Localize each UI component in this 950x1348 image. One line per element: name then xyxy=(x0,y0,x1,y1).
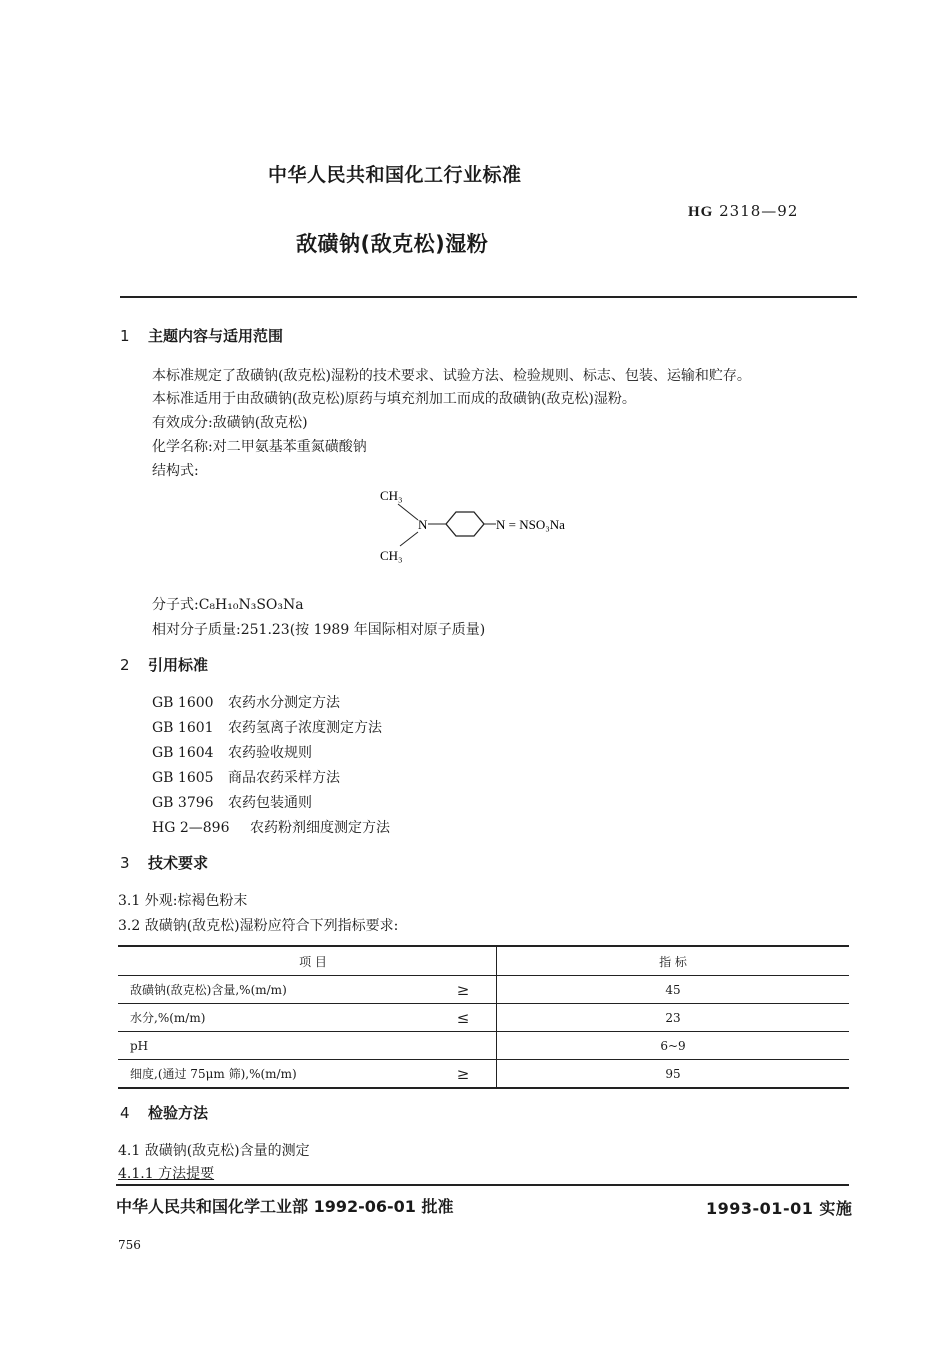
reference-code: HG 2—896 xyxy=(152,820,230,836)
structure-label: 结构式: xyxy=(152,463,199,479)
reference-code: GB 3796 xyxy=(152,795,214,811)
clause-4-1-1: 4.1.1 方法提要 xyxy=(118,1166,215,1182)
structural-formula xyxy=(372,484,632,564)
section-3-number: 3 xyxy=(120,854,130,872)
table-header-row xyxy=(118,946,849,976)
bond-bottom xyxy=(400,532,418,546)
methyl-top: CH₃ xyxy=(380,488,403,503)
bond-top xyxy=(398,504,418,520)
section-4-heading xyxy=(120,1102,208,1123)
section-3-title: 技术要求 xyxy=(148,854,209,872)
section-1-paragraph-applicability: 本标准适用于由敌磺钠(敌克松)原药与填充剂加工而成的敌磺钠(敌克松)湿粉。 xyxy=(152,391,636,407)
table-cell-operator xyxy=(430,1032,497,1060)
table-cell-item: pH xyxy=(118,1032,430,1060)
chemical-name: 化学名称:对二甲氨基苯重氮磺酸钠 xyxy=(152,439,367,455)
standard-category: 中华人民共和国化工行业标准 xyxy=(268,164,522,186)
table-cell-value: 95 xyxy=(497,1060,850,1089)
table-header-item: 项 目 xyxy=(118,946,497,976)
table-cell-value: 45 xyxy=(497,976,850,1004)
section-1-heading xyxy=(120,325,283,346)
table-cell-value: 23 xyxy=(497,1004,850,1032)
section-1-number: 1 xyxy=(120,327,130,345)
reference-item xyxy=(152,692,340,712)
effective-date: 1993-01-01 实施 xyxy=(706,1199,853,1218)
section-2-number: 2 xyxy=(120,656,130,674)
molecular-mass: 相对分子质量:251.23(按 1989 年国际相对原子质量) xyxy=(152,622,486,638)
table-cell-value: 6~9 xyxy=(497,1032,850,1060)
reference-name: 农药包装通则 xyxy=(228,795,312,811)
clause-4-1: 4.1 敌磺钠(敌克松)含量的测定 xyxy=(118,1143,310,1159)
table-header-value: 指 标 xyxy=(497,946,850,976)
section-2-title: 引用标准 xyxy=(148,656,209,674)
reference-item xyxy=(152,717,382,737)
standard-code-prefix: HG xyxy=(688,204,714,220)
table-cell-operator: ≥ xyxy=(430,1060,497,1089)
reference-item xyxy=(152,767,340,787)
reference-item xyxy=(152,817,390,837)
footer-rule xyxy=(116,1184,849,1186)
methyl-bottom: CH₃ xyxy=(380,548,403,563)
section-1-paragraph-scope: 本标准规定了敌磺钠(敌克松)湿粉的技术要求、试验方法、检验规则、标志、包装、运输和贮存。 xyxy=(152,368,751,384)
specification-table xyxy=(118,945,849,1089)
reference-name: 农药粉剂细度测定方法 xyxy=(250,820,390,836)
amine-nitrogen: N xyxy=(418,517,428,532)
standard-code-number: 2318—92 xyxy=(719,202,799,220)
reference-name: 农药水分测定方法 xyxy=(228,695,340,711)
table-cell-item: 细度,(通过 75μm 筛),%(m/m) xyxy=(118,1060,430,1089)
azo-sulfonate-group: N = NSO₃Na xyxy=(496,517,565,532)
table-cell-item: 敌磺钠(敌克松)含量,%(m/m) xyxy=(118,976,430,1004)
molecular-formula: 分子式:C₈H₁₀N₃SO₃Na xyxy=(152,597,304,613)
reference-name: 农药验收规则 xyxy=(228,745,312,761)
section-4-number: 4 xyxy=(120,1104,130,1122)
standard-code xyxy=(688,202,798,221)
clause-3-2-requirements: 3.2 敌磺钠(敌克松)湿粉应符合下列指标要求: xyxy=(118,918,399,934)
table-cell-operator: ≤ xyxy=(430,1004,497,1032)
document-title: 敌磺钠(敌克松)湿粉 xyxy=(296,232,489,256)
active-ingredient: 有效成分:敌磺钠(敌克松) xyxy=(152,415,308,431)
section-3-heading xyxy=(120,852,208,873)
section-1-title: 主题内容与适用范围 xyxy=(148,327,284,345)
table-row xyxy=(118,976,849,1004)
table-cell-item: 水分,%(m/m) xyxy=(118,1004,430,1032)
reference-code: GB 1601 xyxy=(152,720,214,736)
reference-name: 商品农药采样方法 xyxy=(228,770,340,786)
reference-code: GB 1605 xyxy=(152,770,214,786)
table-row xyxy=(118,1004,849,1032)
reference-code: GB 1600 xyxy=(152,695,214,711)
table-row xyxy=(118,1060,849,1089)
reference-item xyxy=(152,742,312,762)
clause-3-1-appearance: 3.1 外观:棕褐色粉末 xyxy=(118,893,248,909)
benzene-ring xyxy=(446,512,484,536)
reference-name: 农药氢离子浓度测定方法 xyxy=(228,720,382,736)
table-row xyxy=(118,1032,849,1060)
header-rule xyxy=(120,296,857,298)
table-cell-operator: ≥ xyxy=(430,976,497,1004)
section-4-title: 检验方法 xyxy=(148,1104,209,1122)
reference-item xyxy=(152,792,312,812)
reference-code: GB 1604 xyxy=(152,745,214,761)
page-number: 756 xyxy=(118,1238,141,1252)
section-2-heading xyxy=(120,654,208,675)
approval-statement: 中华人民共和国化学工业部 1992-06-01 批准 xyxy=(116,1197,454,1216)
